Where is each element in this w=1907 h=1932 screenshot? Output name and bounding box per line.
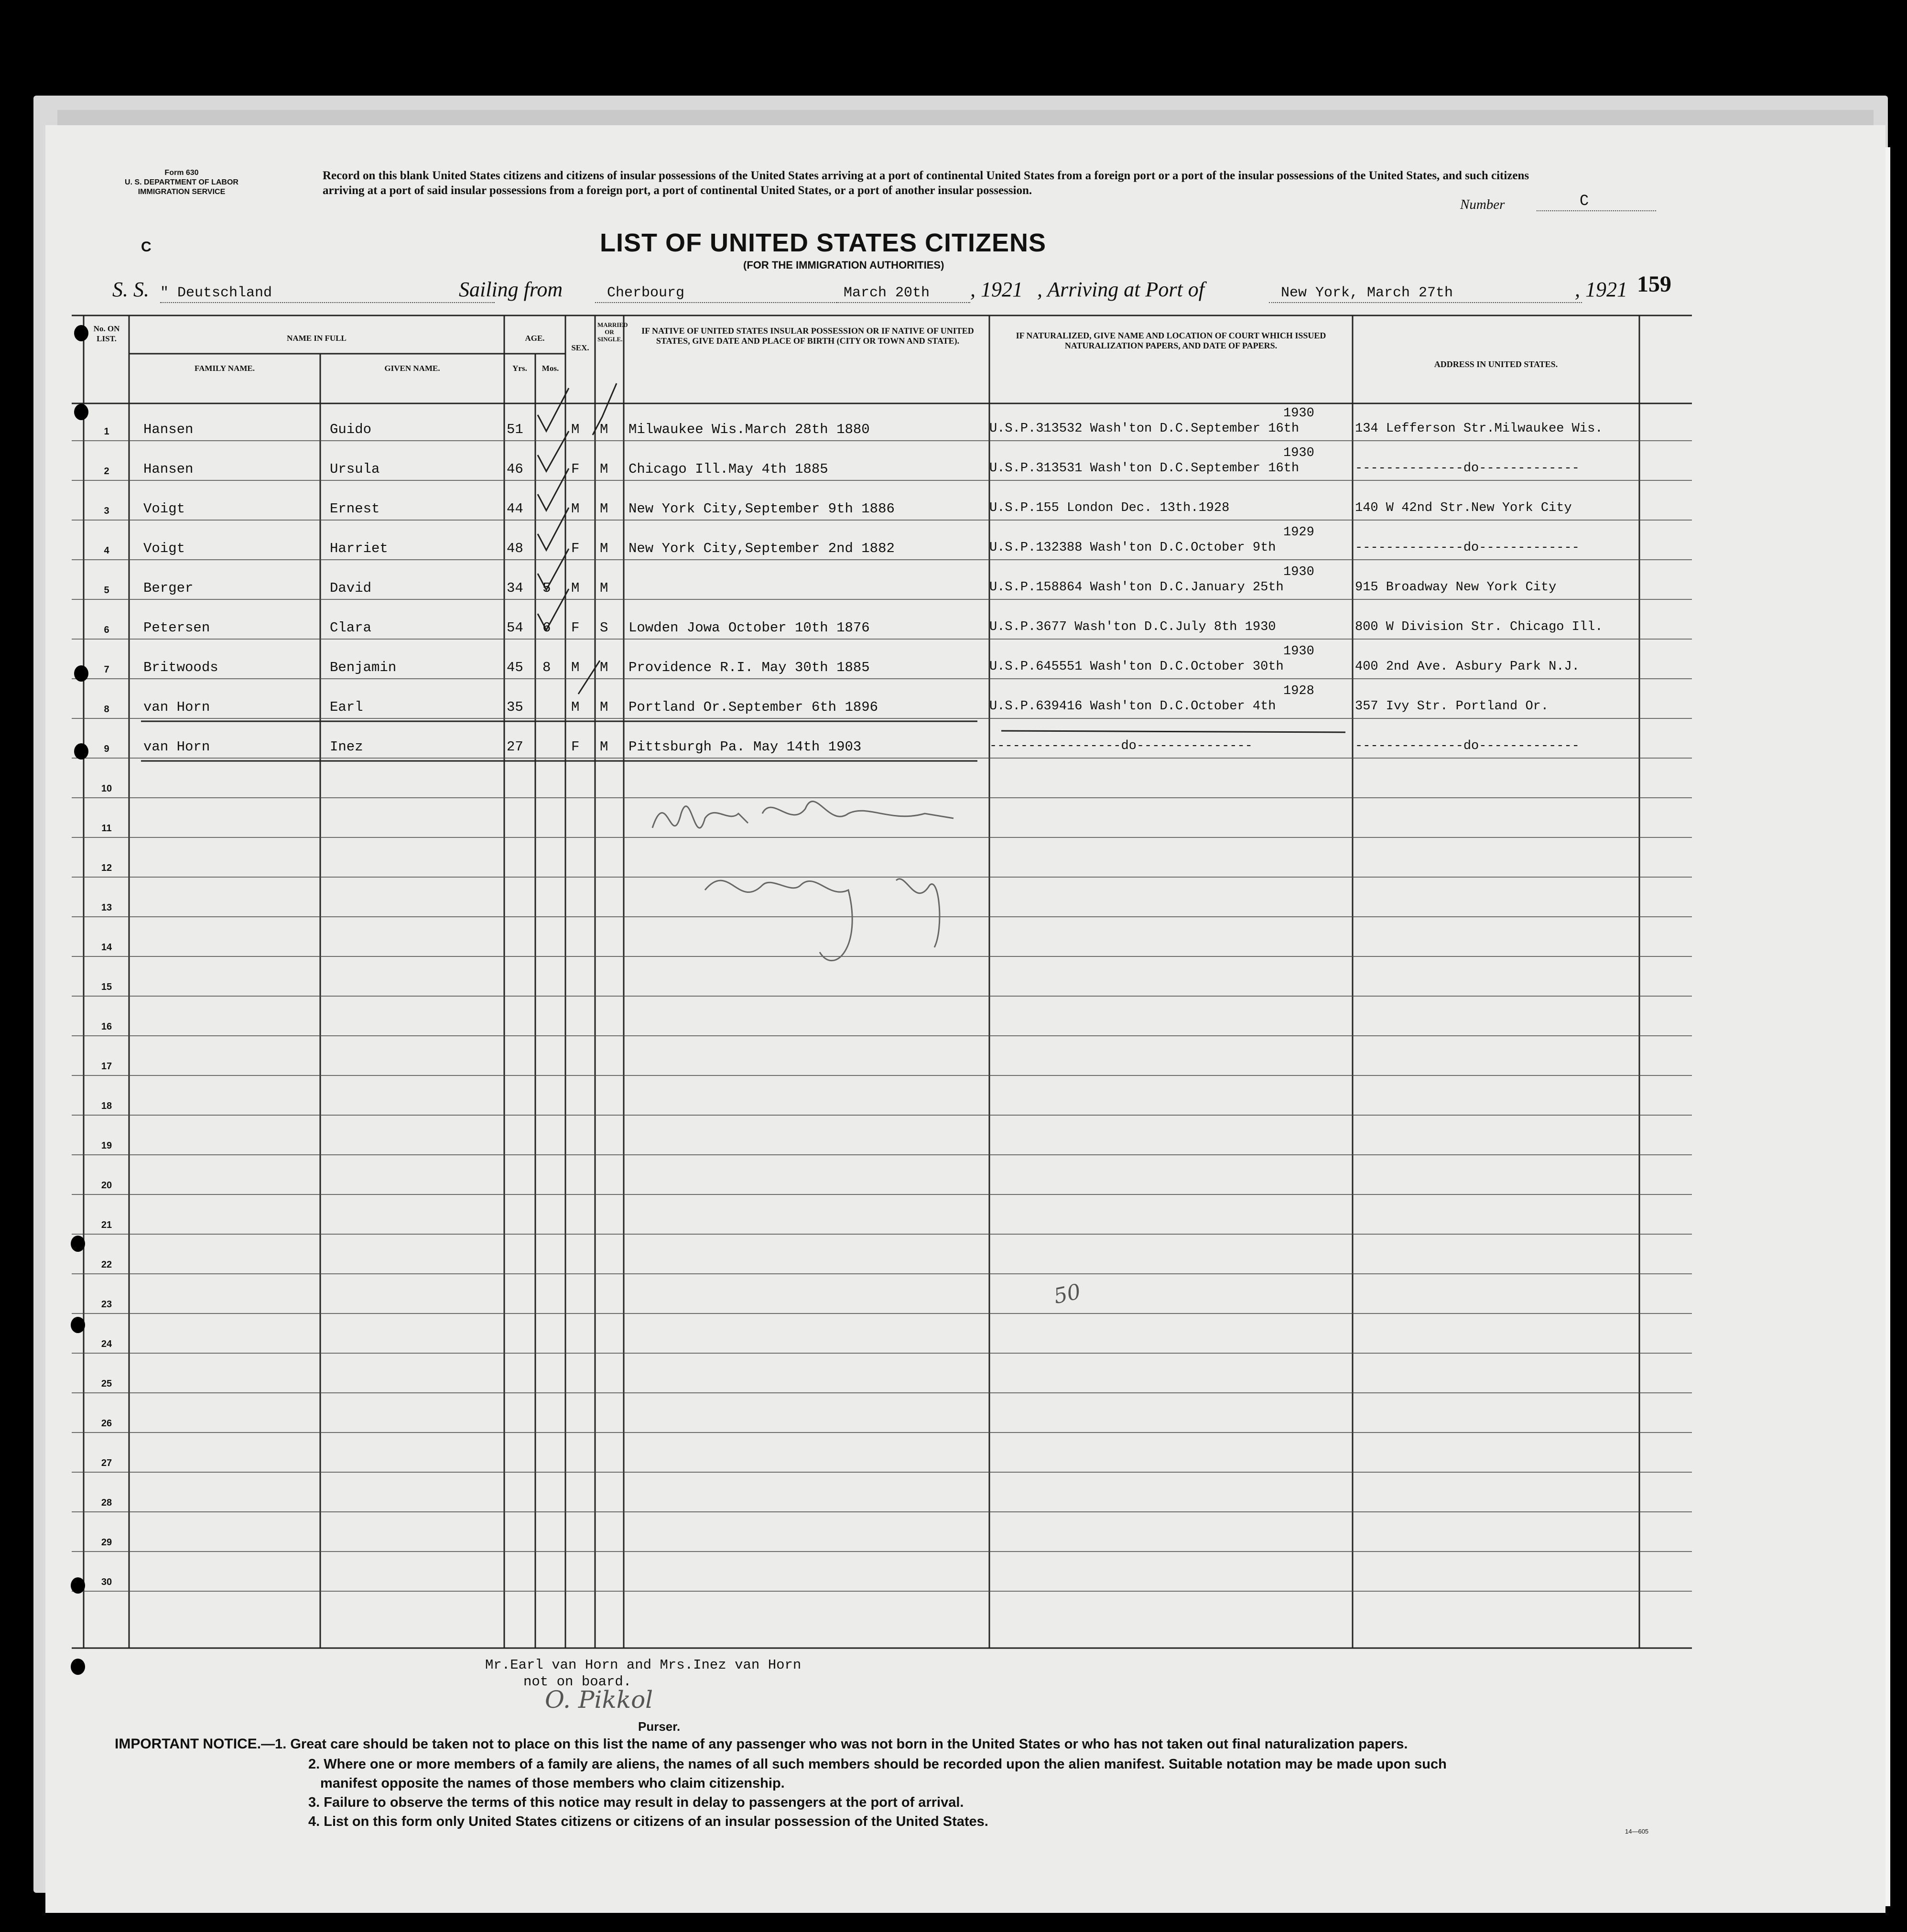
age-months: 5: [542, 580, 551, 596]
address: 140 W 42nd Str.New York City: [1355, 501, 1572, 515]
number-label: Number: [1460, 197, 1505, 212]
punch-hole: [71, 1659, 85, 1675]
birth-place-date: New York City,September 9th 1886: [628, 501, 895, 517]
year-1-prefix: 192: [981, 278, 1012, 301]
given-name: David: [330, 580, 372, 596]
year-1: , 1921: [970, 278, 1023, 301]
hdr-sex: SEX.: [571, 343, 589, 352]
naturalization-year: 1930: [1283, 644, 1314, 659]
punch-hole: [74, 743, 88, 760]
family-name: Petersen: [143, 620, 210, 636]
hdr-native: IF NATIVE OF UNITED STATES INSULAR POSSESSION OR IF NATIVE OF UNITED STATES, GIVE DATE AND PLACE OF BIRTH (CITY OR TOWN AND STATE).: [641, 326, 974, 346]
naturalization: U.S.P.155 London Dec. 13th.1928: [989, 501, 1230, 515]
family-name: van Horn: [143, 699, 210, 715]
year-2: , 1921: [1575, 278, 1627, 301]
hdr-naturalized: IF NATURALIZED, GIVE NAME AND LOCATION OF COURT WHICH ISSUED NATURALIZATION PAPERS, AND DATE OF PAPERS.: [1016, 331, 1326, 350]
row-number: 14: [101, 942, 112, 953]
not-on-board-line1: Mr.Earl van Horn and Mrs.Inez van Horn: [485, 1657, 802, 1673]
family-name: Britwoods: [143, 660, 218, 675]
naturalization-year: 1928: [1283, 684, 1314, 698]
row-number: 6: [104, 625, 109, 635]
age-years: 48: [507, 541, 523, 556]
hdr-given: GIVEN NAME.: [384, 364, 440, 373]
not-on-board-line2: not on board.: [523, 1674, 632, 1690]
service-name: IMMIGRATION SERVICE: [138, 188, 226, 196]
row-number: 25: [101, 1378, 112, 1389]
marital-status: S: [600, 620, 608, 636]
notice-3: 3. Failure to observe the terms of this notice may result in delay to passengers at the port of arrival.: [308, 1795, 964, 1810]
sex: M: [571, 422, 580, 437]
row-number: 27: [101, 1458, 112, 1468]
birth-place-date: Lowden Jowa October 10th 1876: [628, 620, 870, 636]
naturalization: U.S.P.132388 Wash'ton D.C.October 9th: [989, 541, 1276, 555]
hdr-address: ADDRESS IN UNITED STATES.: [1434, 359, 1558, 369]
row-number: 20: [101, 1180, 112, 1191]
given-name: Earl: [330, 699, 363, 715]
naturalization: -----------------do---------------: [989, 739, 1253, 753]
intro-text: Record on this blank United States citizens and citizens of insular possessions of the United States arriving at a port of continental United States from a foreign port or a port of the insular possessions of the United States, and such citizens arriving at a port of said insular possessions from a foreign port, a port of continental United States, or a port of another insular possession.: [323, 169, 1529, 197]
hdr-age: AGE.: [525, 334, 545, 343]
birth-place-date: Milwaukee Wis.March 28th 1880: [628, 422, 870, 437]
age-years: 46: [507, 461, 523, 477]
hdr-mos: Mos.: [542, 364, 559, 373]
notice-2: 2. Where one or more members of a family are aliens, the names of all such members should be recorded upon the alien manifest. Suitable notation may be made upon such: [308, 1757, 1447, 1772]
sex: M: [571, 501, 580, 517]
age-years: 44: [507, 501, 523, 517]
family-name: Voigt: [143, 541, 185, 556]
row-number: 4: [104, 545, 109, 556]
punch-hole: [74, 325, 88, 341]
row-number: 17: [101, 1061, 112, 1072]
sex: F: [571, 739, 580, 755]
age-years: 54: [507, 620, 523, 636]
given-name: Inez: [330, 739, 363, 755]
sex: M: [571, 580, 580, 596]
marital-status: M: [600, 501, 608, 517]
punch-hole: [71, 1236, 85, 1252]
row-number: 30: [101, 1577, 112, 1587]
naturalization-year: 1930: [1283, 565, 1314, 579]
arrival: New York, March 27th: [1281, 285, 1453, 301]
row-number: 13: [101, 902, 112, 913]
row-number: 11: [101, 823, 112, 834]
punch-hole: [71, 1577, 85, 1594]
hdr-family: FAMILY NAME.: [195, 364, 255, 373]
birth-place-date: Pittsburgh Pa. May 14th 1903: [628, 739, 862, 755]
naturalization-year: 1929: [1283, 525, 1314, 540]
hdr-no: No. ON LIST.: [93, 324, 120, 343]
given-name: Harriet: [330, 541, 388, 556]
notice-1-text: —1. Great care should be taken not to place on this list the name of any passenger who was not born in the United States or who has not taken out final naturalization papers.: [261, 1737, 1408, 1752]
address: --------------do-------------: [1355, 739, 1580, 753]
given-name: Clara: [330, 620, 372, 636]
hdr-name-in-full: NAME IN FULL: [287, 334, 347, 343]
family-name: Voigt: [143, 501, 185, 517]
side-mark: C: [141, 239, 152, 255]
age-years: 35: [507, 699, 523, 715]
family-name: Berger: [143, 580, 194, 596]
row-number: 15: [101, 982, 112, 992]
age-months: 6: [542, 620, 551, 636]
sail-date: March 20th: [844, 285, 930, 301]
given-name: Benjamin: [330, 660, 397, 675]
naturalization: U.S.P.645551 Wash'ton D.C.October 30th: [989, 660, 1284, 674]
year-2-suffix: 1: [1617, 278, 1627, 301]
row-number: 29: [101, 1537, 112, 1548]
address: 800 W Division Str. Chicago Ill.: [1355, 620, 1603, 634]
ss-label: S. S.: [112, 278, 149, 301]
naturalization-year: 1930: [1283, 446, 1314, 460]
sex: M: [571, 699, 580, 715]
row-number: 22: [101, 1259, 112, 1270]
department-name: U. S. DEPARTMENT OF LABOR: [125, 178, 238, 186]
family-name: Hansen: [143, 422, 194, 437]
page-title: LIST OF UNITED STATES CITIZENS: [600, 228, 1046, 257]
row-number: 8: [104, 704, 109, 715]
marital-status: M: [600, 422, 608, 437]
arriving-label: , Arriving at Port of: [1037, 278, 1204, 301]
marital-status: M: [600, 580, 608, 596]
given-name: Ursula: [330, 461, 380, 477]
address: 400 2nd Ave. Asbury Park N.J.: [1355, 660, 1580, 674]
notice-2b: manifest opposite the names of those members who claim citizenship.: [320, 1776, 785, 1791]
row-number: 23: [101, 1299, 112, 1310]
manifest-sheet: [45, 125, 1885, 1913]
punch-hole: [74, 665, 88, 682]
address: 357 Ivy Str. Portland Or.: [1355, 699, 1549, 714]
marital-status: M: [600, 660, 608, 675]
notice-lead: IMPORTANT NOTICE.: [115, 1736, 261, 1752]
row-number: 10: [101, 783, 112, 794]
row-number: 26: [101, 1418, 112, 1429]
birth-place-date: New York City,September 2nd 1882: [628, 541, 895, 556]
naturalization: U.S.P.313532 Wash'ton D.C.September 16th: [989, 422, 1300, 436]
naturalization: U.S.P.313531 Wash'ton D.C.September 16th: [989, 461, 1300, 476]
naturalization: U.S.P.3677 Wash'ton D.C.July 8th 1930: [989, 620, 1276, 634]
table-grid: [45, 125, 1885, 1913]
number-value: C: [1580, 192, 1589, 210]
from-port: Cherbourg: [607, 285, 685, 301]
row-number: 1: [104, 426, 109, 437]
sex: F: [571, 620, 580, 636]
ship-name: " Deutschland: [160, 285, 272, 301]
hdr-yrs: Yrs.: [512, 364, 527, 373]
birth-place-date: Providence R.I. May 30th 1885: [628, 660, 870, 675]
age-years: 45: [507, 660, 523, 675]
purser-label: Purser.: [638, 1719, 681, 1734]
page-subtitle: (FOR THE IMMIGRATION AUTHORITIES): [743, 259, 944, 271]
marital-status: M: [600, 699, 608, 715]
hdr-married: MARRIED OR SINGLE.: [597, 321, 628, 343]
print-code: 14—605: [1625, 1828, 1649, 1835]
row-number: 19: [101, 1140, 112, 1151]
address: 915 Broadway New York City: [1355, 580, 1557, 595]
row-number: 21: [101, 1220, 112, 1230]
notice-1: [115, 1735, 1408, 1753]
year-2-prefix: 192: [1585, 278, 1617, 301]
page-number: 159: [1637, 271, 1671, 297]
row-number: 24: [101, 1339, 112, 1349]
address: --------------do-------------: [1355, 541, 1580, 555]
birth-place-date: Chicago Ill.May 4th 1885: [628, 461, 828, 477]
sex: F: [571, 461, 580, 477]
row-number: 12: [101, 863, 112, 873]
address: --------------do-------------: [1355, 461, 1580, 476]
marital-status: M: [600, 541, 608, 556]
family-name: Hansen: [143, 461, 194, 477]
row-number: 5: [104, 585, 109, 596]
row-number: 2: [104, 466, 109, 477]
row-number: 3: [104, 506, 109, 516]
marital-status: M: [600, 461, 608, 477]
naturalization-year: 1930: [1283, 406, 1314, 421]
year-1-suffix: 1: [1012, 278, 1023, 301]
row-number: 7: [104, 664, 109, 675]
naturalization: U.S.P.158864 Wash'ton D.C.January 25th: [989, 580, 1284, 595]
address: 134 Lefferson Str.Milwaukee Wis.: [1355, 422, 1603, 436]
naturalization: U.S.P.639416 Wash'ton D.C.October 4th: [989, 699, 1276, 714]
notice-4: 4. List on this form only United States citizens or citizens of an insular possession of the United States.: [308, 1814, 988, 1829]
given-name: Ernest: [330, 501, 380, 517]
age-years: 51: [507, 422, 523, 437]
marital-status: M: [600, 739, 608, 755]
birth-place-date: Portland Or.September 6th 1896: [628, 699, 878, 715]
age-months: 8: [542, 660, 551, 675]
age-years: 34: [507, 580, 523, 596]
punch-hole: [71, 1317, 85, 1333]
row-number: 28: [101, 1498, 112, 1508]
age-years: 27: [507, 739, 523, 755]
row-number: 9: [104, 744, 109, 754]
handwritten-mark: 50: [1051, 1279, 1083, 1309]
punch-hole: [74, 404, 88, 420]
row-number: 18: [101, 1101, 112, 1111]
family-name: van Horn: [143, 739, 210, 755]
form-number: Form 630: [164, 169, 199, 177]
sex: F: [571, 541, 580, 556]
sailing-label: Sailing from: [459, 278, 563, 301]
row-number: 16: [101, 1021, 112, 1032]
purser-signature: O. Pikkol: [545, 1686, 653, 1714]
given-name: Guido: [330, 422, 372, 437]
sex: M: [571, 660, 580, 675]
